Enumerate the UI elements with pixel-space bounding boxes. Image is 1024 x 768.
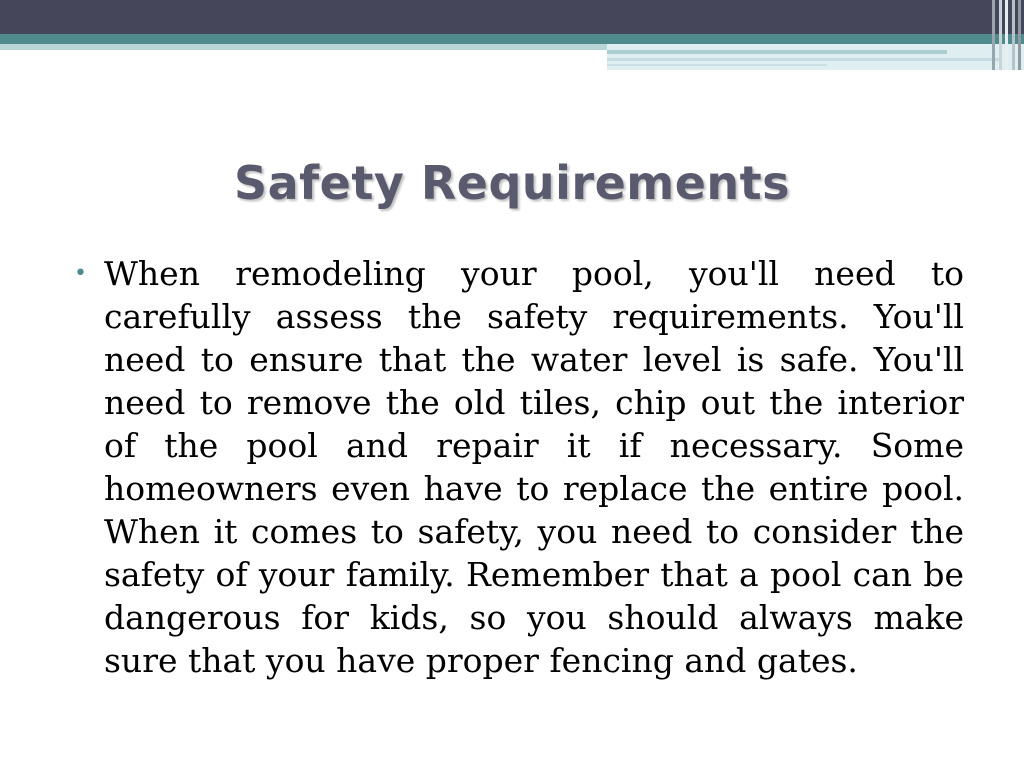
header-band-light	[0, 44, 610, 50]
bullet-item	[74, 252, 964, 682]
bullet-text: When remodeling your pool, you'll need to carefully assess the safety requirements. You'll need to ensure that the water level is safe. You'll need to remove the old tiles, chip out the interior of the pool and repair it if necessary. Some homeowners even have to replace the entire pool. When it comes to safety, you need to consider the safety of your family. Remember that a pool can be dangerous for kids, so you should always make sure that you have proper fencing and gates.	[104, 254, 964, 680]
header-band-light-right	[607, 44, 1024, 70]
header-stripe	[1012, 0, 1015, 70]
slide-title: Safety Requirements	[233, 156, 791, 210]
header-stripe	[1018, 0, 1021, 70]
header-band-dark	[0, 0, 1024, 34]
header-accent-line	[607, 50, 947, 54]
slide-content	[74, 252, 964, 682]
header-stripe	[1005, 0, 1008, 70]
header-accent-line	[607, 58, 1000, 61]
header-stripe	[999, 0, 1002, 70]
header-band-teal	[0, 34, 1024, 44]
bullet-icon: •	[74, 261, 87, 286]
header-accent-line	[607, 64, 827, 66]
header-stripe	[992, 0, 995, 70]
